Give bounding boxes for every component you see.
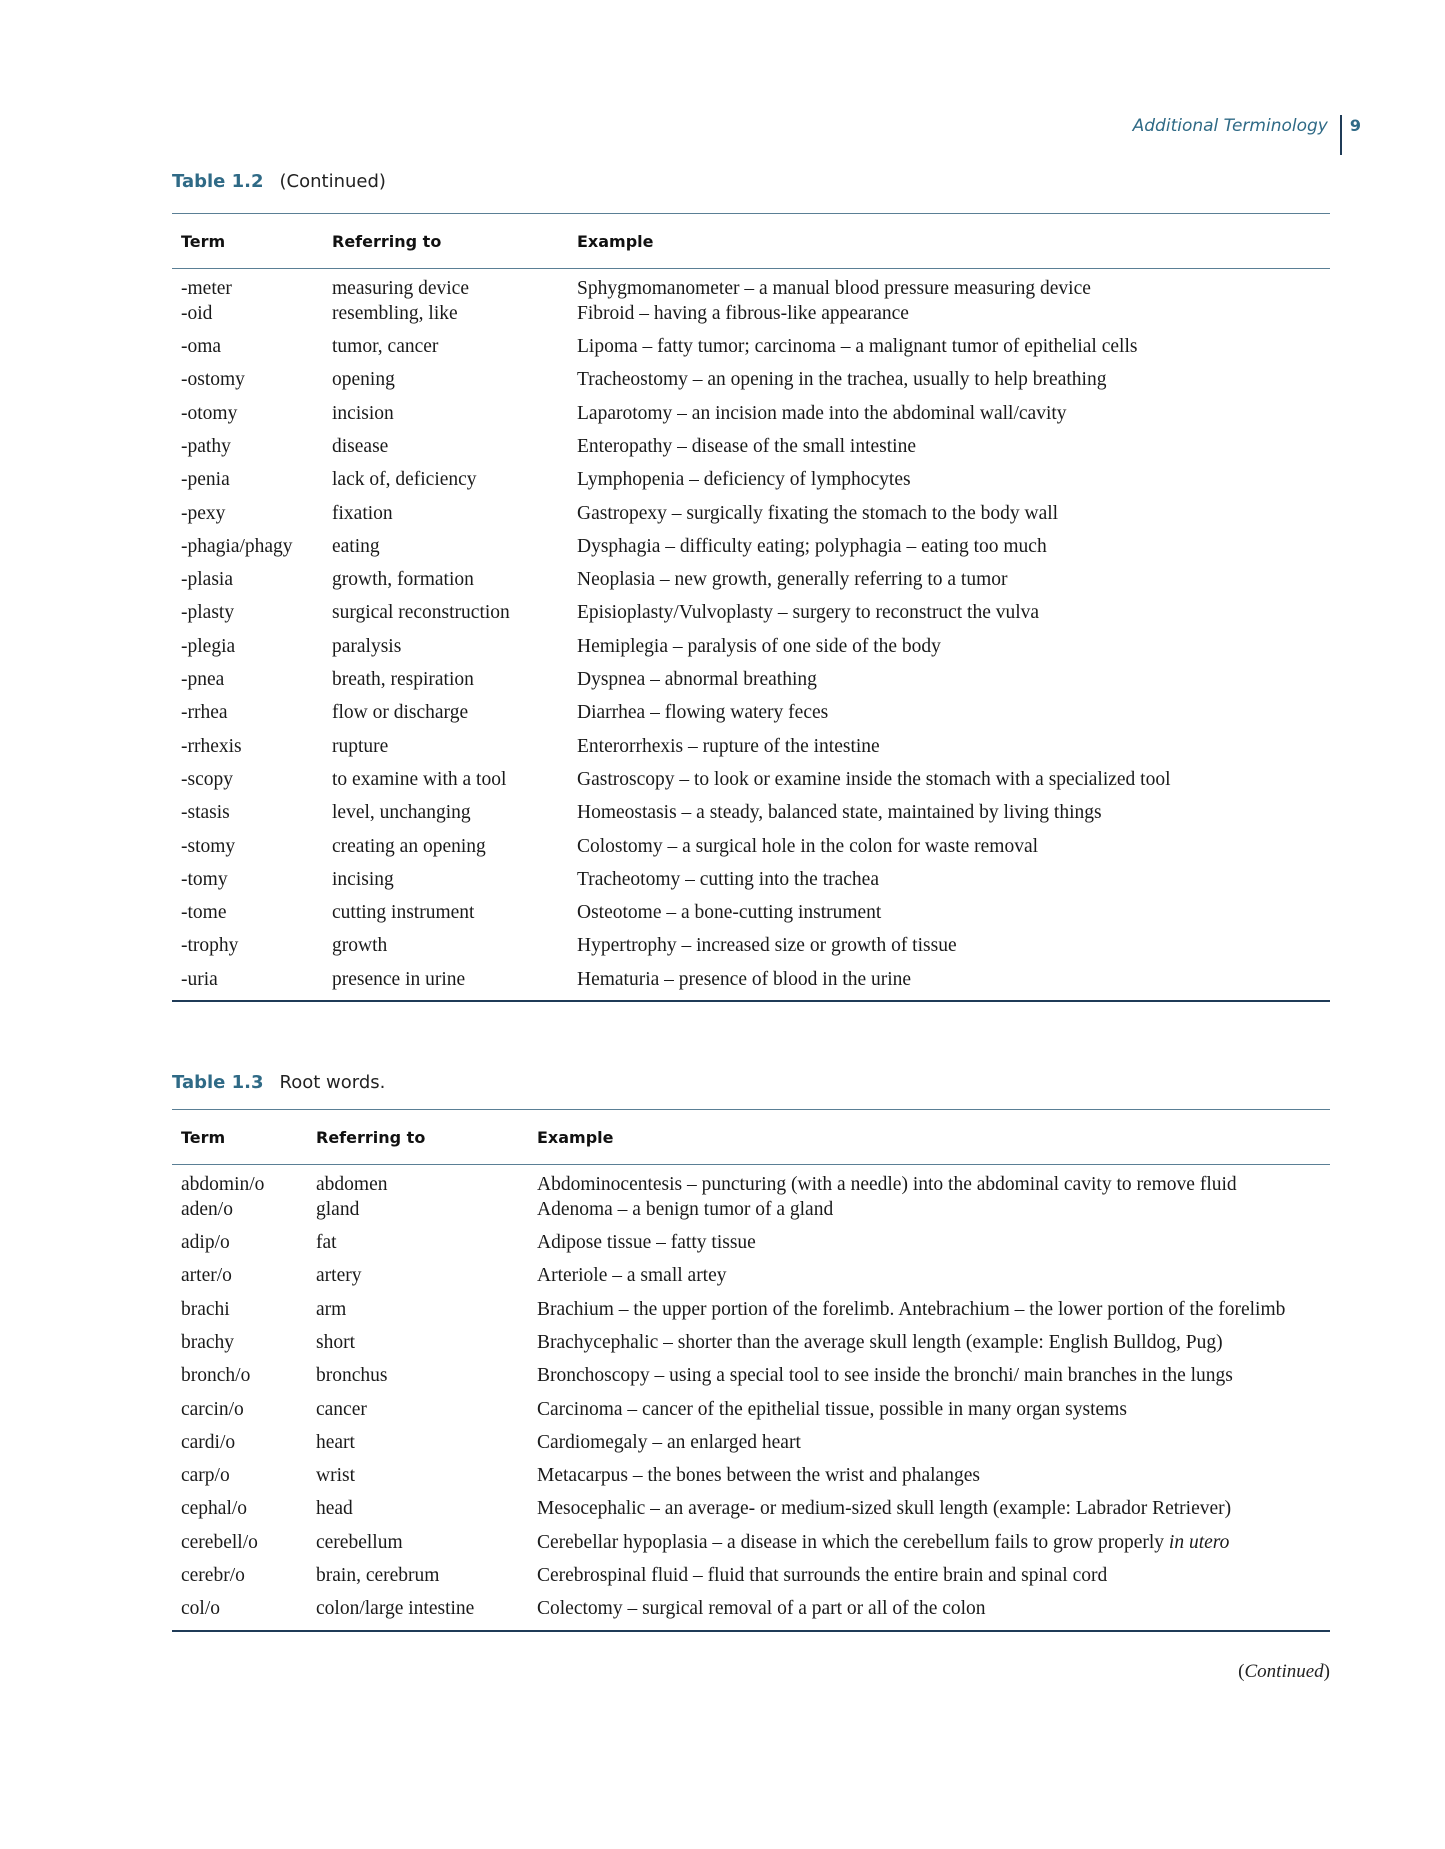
- referring-to-cell: flow or discharge: [332, 702, 469, 724]
- running-header: [1133, 115, 1361, 155]
- term-cell: -tome: [181, 902, 227, 924]
- table-caption-text: Root words.: [279, 1072, 386, 1093]
- table-row: [172, 468, 1330, 501]
- referring-to-cell: rupture: [332, 735, 389, 757]
- continued-note: (Continued): [1238, 1661, 1330, 1682]
- referring-to-cell: incising: [332, 868, 394, 890]
- referring-to-cell: eating: [332, 535, 380, 557]
- example-cell: Lipoma – fatty tumor; carcinoma – a malignant tumor of epithelial cells: [577, 336, 1138, 358]
- term-cell: -plasty: [181, 602, 235, 624]
- table-row: [172, 835, 1330, 868]
- term-cell: -pathy: [181, 435, 231, 457]
- referring-to-cell: fat: [316, 1232, 337, 1254]
- table-row: [172, 668, 1330, 701]
- example-cell: Lymphopenia – deficiency of lymphocytes: [577, 469, 911, 491]
- example-cell: Cerebrospinal fluid – fluid that surrounds the entire brain and spinal cord: [537, 1565, 1108, 1587]
- term-cell: -ostomy: [181, 369, 245, 391]
- table-row: [172, 1198, 1330, 1231]
- example-cell: Laparotomy – an incision made into the abdominal wall/cavity: [577, 402, 1067, 424]
- example-cell: Homeostasis – a steady, balanced state, maintained by living things: [577, 802, 1102, 824]
- referring-to-cell: measuring device: [332, 278, 469, 299]
- table-header-row: [172, 1110, 1330, 1165]
- table-row: [172, 1331, 1330, 1364]
- table-row: [172, 601, 1330, 634]
- term-cell: carcin/o: [181, 1398, 244, 1420]
- table-row: [172, 335, 1330, 368]
- term-cell: -meter: [181, 278, 232, 299]
- table-row: [172, 801, 1330, 834]
- example-cell: Abdominocentesis – puncturing (with a needle) into the abdominal cavity to remove fluid: [537, 1174, 1237, 1195]
- table-1-2-caption: [172, 171, 386, 192]
- example-cell: Cerebellar hypoplasia – a disease in which the cerebellum fails to grow properly in utero: [537, 1531, 1230, 1553]
- table-row: [172, 535, 1330, 568]
- term-cell: -pexy: [181, 502, 226, 524]
- term-cell: aden/o: [181, 1198, 233, 1220]
- example-cell: Colostomy – a surgical hole in the colon for waste removal: [577, 835, 1039, 857]
- referring-to-cell: creating an opening: [332, 835, 486, 857]
- referring-to-cell: cutting instrument: [332, 902, 475, 924]
- example-cell: Enterorrhexis – rupture of the intestine: [577, 735, 880, 757]
- table-row: [172, 1497, 1330, 1530]
- table-row: [172, 1531, 1330, 1564]
- example-cell: Dyspnea – abnormal breathing: [577, 669, 817, 691]
- example-cell: Hypertrophy – increased size or growth of tissue: [577, 935, 957, 957]
- referring-to-cell: to examine with a tool: [332, 768, 507, 790]
- table-row: [172, 1431, 1330, 1464]
- term-cell: cardi/o: [181, 1431, 236, 1453]
- term-cell: -pnea: [181, 669, 225, 691]
- table-row: [172, 368, 1330, 401]
- example-cell: Brachycephalic – shorter than the average skull length (example: English Bulldog, Pug): [537, 1331, 1223, 1353]
- table-1-3: [172, 1109, 1330, 1632]
- column-header-example: Example: [568, 214, 1330, 269]
- column-header-referring-to: Referring to: [323, 214, 568, 269]
- column-header-example: Example: [528, 1110, 1330, 1165]
- referring-to-cell: bronchus: [316, 1365, 388, 1387]
- example-cell: Cardiomegaly – an enlarged heart: [537, 1431, 801, 1453]
- term-cell: adip/o: [181, 1232, 230, 1254]
- table-row: [172, 1564, 1330, 1597]
- term-cell: abdomin/o: [181, 1174, 265, 1195]
- term-cell: -penia: [181, 469, 230, 491]
- table-row: [172, 635, 1330, 668]
- referring-to-cell: growth, formation: [332, 569, 474, 591]
- example-cell: Adipose tissue – fatty tissue: [537, 1232, 756, 1254]
- example-cell: Tracheotomy – cutting into the trachea: [577, 868, 879, 890]
- table-row: [172, 1364, 1330, 1397]
- table-row: [172, 435, 1330, 468]
- term-cell: -trophy: [181, 935, 239, 957]
- referring-to-cell: incision: [332, 402, 394, 424]
- table-label: Table 1.3: [172, 1072, 264, 1093]
- example-cell: Gastroscopy – to look or examine inside the stomach with a specialized tool: [577, 768, 1171, 790]
- referring-to-cell: disease: [332, 435, 389, 457]
- table-row: [172, 735, 1330, 768]
- example-cell: Arteriole – a small artey: [537, 1265, 727, 1287]
- example-cell: Diarrhea – flowing watery feces: [577, 702, 829, 724]
- referring-to-cell: artery: [316, 1265, 362, 1287]
- running-header-title: Additional Terminology: [1132, 116, 1328, 136]
- table-row: [172, 768, 1330, 801]
- referring-to-cell: tumor, cancer: [332, 336, 439, 358]
- table-1-3-caption: [172, 1072, 385, 1093]
- example-cell: Episioplasty/Vulvoplasty – surgery to reconstruct the vulva: [577, 602, 1040, 624]
- header-divider: [1340, 115, 1342, 155]
- referring-to-cell: fixation: [332, 502, 393, 524]
- referring-to-cell: heart: [316, 1431, 355, 1453]
- table-row: [172, 701, 1330, 734]
- term-cell: -uria: [172, 968, 323, 1001]
- referring-to-cell: wrist: [316, 1465, 355, 1487]
- example-cell: Fibroid – having a fibrous-like appearance: [577, 302, 909, 324]
- table-row: [172, 1264, 1330, 1297]
- term-cell: brachi: [181, 1298, 230, 1320]
- table-row: [172, 1597, 1330, 1630]
- example-cell: Dysphagia – difficulty eating; polyphagia – eating too much: [577, 535, 1047, 557]
- term-cell: col/o: [172, 1597, 307, 1630]
- example-cell: Gastropexy – surgically fixating the stomach to the body wall: [577, 502, 1059, 524]
- column-header-referring-to: Referring to: [307, 1110, 528, 1165]
- example-cell: Adenoma – a benign tumor of a gland: [537, 1198, 834, 1220]
- referring-to-cell: short: [316, 1331, 355, 1353]
- example-cell: Osteotome – a bone-cutting instrument: [577, 902, 882, 924]
- example-cell: Hematuria – presence of blood in the urine: [568, 968, 1330, 1001]
- term-cell: carp/o: [181, 1465, 230, 1487]
- referring-to-cell: growth: [332, 935, 388, 957]
- referring-to-cell: level, unchanging: [332, 802, 471, 824]
- table-body: [172, 269, 1330, 1002]
- table-row: [172, 402, 1330, 435]
- term-cell: -plasia: [181, 569, 233, 591]
- referring-to-cell: colon/large intestine: [307, 1597, 528, 1630]
- table-label: Table 1.2: [172, 171, 264, 192]
- term-cell: -stomy: [181, 835, 236, 857]
- table-row: [172, 302, 1330, 335]
- referring-to-cell: cerebellum: [316, 1531, 403, 1553]
- referring-to-cell: head: [316, 1498, 353, 1520]
- referring-to-cell: breath, respiration: [332, 669, 474, 691]
- term-cell: arter/o: [181, 1265, 232, 1287]
- column-header-term: Term: [172, 1110, 307, 1165]
- example-cell: Carcinoma – cancer of the epithelial tissue, possible in many organ systems: [537, 1398, 1127, 1420]
- referring-to-cell: paralysis: [332, 635, 402, 657]
- example-cell: Metacarpus – the bones between the wrist and phalanges: [537, 1465, 980, 1487]
- term-cell: -scopy: [181, 768, 233, 790]
- table-caption-text: (Continued): [279, 171, 386, 192]
- table-row: [172, 901, 1330, 934]
- example-cell: Enteropathy – disease of the small intestine: [577, 435, 916, 457]
- term-cell: cephal/o: [181, 1498, 248, 1520]
- table-row: [172, 1165, 1330, 1198]
- term-cell: -oid: [181, 302, 213, 324]
- table-body: [172, 1165, 1330, 1631]
- example-cell: Brachium – the upper portion of the forelimb. Antebrachium – the lower portion of the forelimb: [537, 1298, 1286, 1320]
- term-cell: -rrhea: [181, 702, 228, 724]
- example-cell: Neoplasia – new growth, generally referring to a tumor: [577, 569, 1008, 591]
- column-header-term: Term: [172, 214, 323, 269]
- term-cell: cerebell/o: [181, 1531, 258, 1553]
- term-cell: -otomy: [181, 402, 238, 424]
- table-row: [172, 934, 1330, 967]
- table-row: [172, 1464, 1330, 1497]
- referring-to-cell: cancer: [316, 1398, 367, 1420]
- referring-to-cell: surgical reconstruction: [332, 602, 510, 624]
- example-cell: Colectomy – surgical removal of a part or all of the colon: [528, 1597, 1330, 1630]
- referring-to-cell: opening: [332, 369, 395, 391]
- term-cell: -plegia: [181, 635, 236, 657]
- term-cell: cerebr/o: [181, 1565, 245, 1587]
- term-cell: bronch/o: [181, 1365, 251, 1387]
- referring-to-cell: arm: [316, 1298, 347, 1320]
- page-number: 9: [1349, 116, 1361, 135]
- table-row: [172, 1298, 1330, 1331]
- example-cell: Tracheostomy – an opening in the trachea, usually to help breathing: [577, 369, 1107, 391]
- referring-to-cell: abdomen: [316, 1174, 388, 1195]
- table-row: [172, 502, 1330, 535]
- referring-to-cell: brain, cerebrum: [316, 1565, 440, 1587]
- table-1-2: [172, 213, 1330, 1002]
- table-row: [172, 269, 1330, 302]
- table-row: [172, 868, 1330, 901]
- term-cell: -phagia/phagy: [181, 535, 293, 557]
- referring-to-cell: presence in urine: [323, 968, 568, 1001]
- referring-to-cell: gland: [316, 1198, 360, 1220]
- table-row: [172, 1231, 1330, 1264]
- term-cell: -rrhexis: [181, 735, 242, 757]
- example-cell: Hemiplegia – paralysis of one side of the body: [577, 635, 941, 657]
- term-cell: brachy: [181, 1331, 235, 1353]
- table-row: [172, 568, 1330, 601]
- term-cell: -stasis: [181, 802, 230, 824]
- term-cell: -tomy: [181, 868, 228, 890]
- example-cell: Mesocephalic – an average- or medium-sized skull length (example: Labrador Retriever): [537, 1498, 1232, 1520]
- term-cell: -oma: [181, 336, 222, 358]
- referring-to-cell: resembling, like: [332, 302, 458, 324]
- example-cell: Bronchoscopy – using a special tool to see inside the bronchi/ main branches in the lungs: [537, 1365, 1233, 1387]
- table-row: [172, 968, 1330, 1001]
- table-header-row: [172, 214, 1330, 269]
- table-row: [172, 1398, 1330, 1431]
- example-cell: Sphygmomanometer – a manual blood pressure measuring device: [577, 278, 1091, 299]
- referring-to-cell: lack of, deficiency: [332, 469, 477, 491]
